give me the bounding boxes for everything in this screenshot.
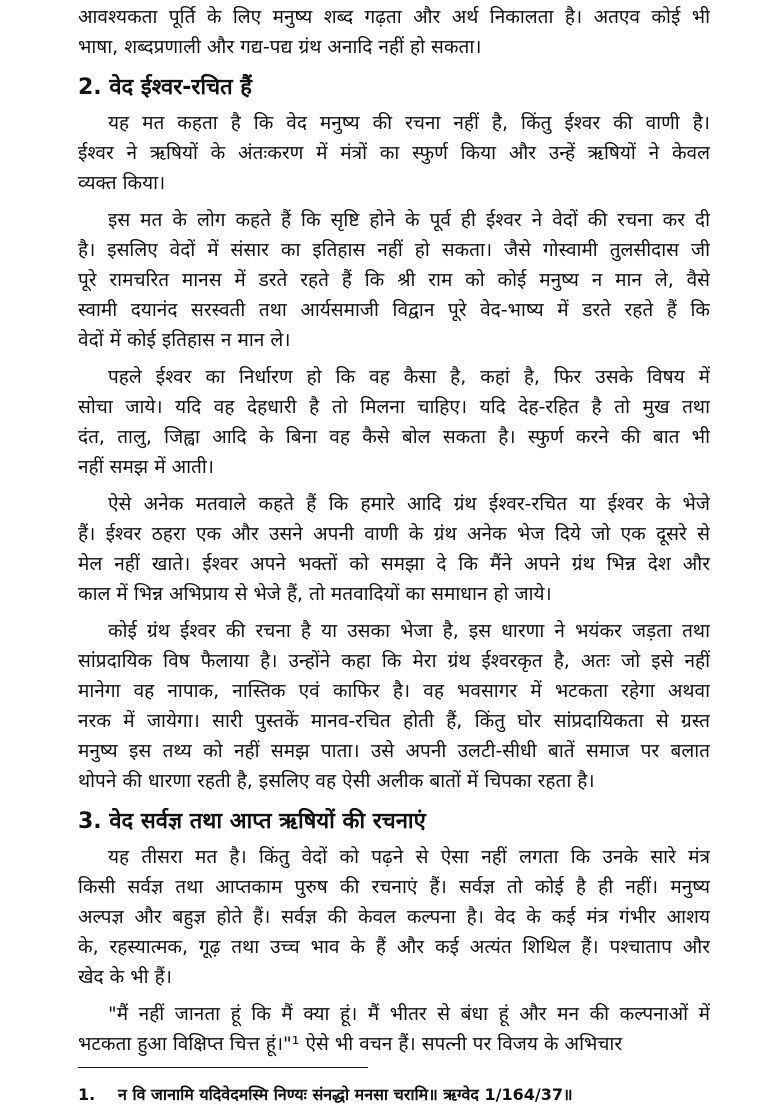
text-line: ईश्वर ने ऋषियों के अंतःकरण में मंत्रों का स्फुर्ण किया और उन्हें ऋषियों ने केवल [78, 142, 710, 164]
text-line: दंत, तालु, जिह्वा आदि के बिना वह कैसे बोल सकता है। स्फुर्ण करने की बात भी [78, 426, 710, 448]
text-line: काल में भिन्न अभिप्राय से भेजे हैं, तो मतवादियों का समाधान हो जाये। [78, 583, 552, 605]
text-line: यह मत कहता है कि वेद मनुष्य की रचना नहीं है, किंतु ईश्वर की वाणी है। [108, 112, 710, 134]
text-line: थोपने की धारणा रहती है, इसलिए वह ऐसी अलीक बातों में चिपका रहता है। [78, 770, 595, 792]
paragraph [78, 999, 710, 1059]
text-line: "मैं नहीं जानता हूं कि मैं क्या हूं। मैं भीतर से बंधा हूं और मन की कल्पनाओं में [108, 1003, 710, 1025]
text-line: व्यक्त किया। [78, 172, 166, 194]
paragraph [78, 362, 710, 482]
text-line: भटकता हुआ विक्षिप्त चित्त हूं।"¹ ऐसे भी वचन हैं। सपत्नी पर विजय के अभिचार [78, 1033, 623, 1055]
text-line: स्वामी दयानंद सरस्वती तथा आर्यसमाजी विद्वान पूरे वेद-भाष्य में डरते रहते हैं कि [78, 299, 710, 321]
text-line: अल्पज्ञ और बहुज्ञ होते हैं। सर्वज्ञ की केवल कल्पना है। वेद के कई मंत्र गंभीर आशय [78, 906, 710, 928]
page-body [78, 2, 710, 1066]
text-line: हैं। ईश्वर ठहरा एक और उसने अपनी वाणी के ग्रंथ अनेक भेज दिये जो एक दूसरे से [78, 523, 710, 545]
text-line: सोचा जाये। यदि वह देहधारी है तो मिलना चाहिए। यदि देह-रहित है तो मुख तथा [78, 396, 710, 418]
paragraph [78, 108, 710, 198]
text-line: यह तीसरा मत है। किंतु वेदों को पढ़ने से ऐसा नहीं लगता कि उनके सारे मंत्र [108, 846, 710, 868]
text-line: पहले ईश्वर का निर्धारण हो कि वह कैसा है, कहां है, फिर उसके विषय में [108, 366, 710, 388]
text-line: मेल नहीं खाते। ईश्वर अपने भक्तों को समझा दे कि मैंने अपने ग्रंथ भिन्न देश और [78, 553, 710, 575]
text-line: भाषा, शब्दप्रणाली और गद्य-पद्य ग्रंथ अनादि नहीं हो सकता। [78, 36, 482, 58]
footnote-text: न वि जानामि यदिवेदमस्मि निण्यः संनद्धो मनसा चरामि॥ ऋग्वेद 1/164/37॥ [118, 1085, 573, 1104]
footnote [78, 1083, 573, 1105]
paragraph [78, 489, 710, 609]
paragraph [78, 205, 710, 355]
text-line: नहीं समझ में आती। [78, 456, 214, 478]
text-line: खेद के भी हैं। [78, 966, 172, 988]
text-line: पूरे रामचरित मानस में डरते रहते हैं कि श्री राम को कोई मनुष्य न मान ले, वैसे [78, 269, 710, 291]
text-line: इस मत के लोग कहते हैं कि सृष्टि होने के पूर्व ही ईश्वर ने वेदों की रचना कर दी [108, 209, 710, 231]
paragraph [78, 616, 710, 796]
text-line: के, रहस्यात्मक, गूढ़ तथा उच्च भाव के हैं और कई अत्यंत शिथिल हैं। पश्चाताप और [78, 936, 710, 958]
text-line: आवश्यकता पूर्ति के लिए मनुष्य शब्द गढ़ता और अर्थ निकालता है। अतएव कोई भी [78, 6, 710, 28]
section-heading: 2. वेद ईश्वर-रचित हैं [78, 75, 252, 100]
text-line: वेदों में कोई इतिहास न मान ले। [78, 329, 291, 351]
text-line: मानेगा वह नापाक, नास्तिक एवं काफिर है। वह भवसागर में भटकता रहेगा अथवा [78, 680, 710, 702]
text-line: है। इसलिए वेदों में संसार का इतिहास नहीं हो सकता। जैसे गोस्वामी तुलसीदास जी [78, 239, 710, 261]
footnote-divider [78, 1067, 368, 1068]
text-line: सांप्रदायिक विष फैलाया है। उन्होंने कहा कि मेरा ग्रंथ ईश्वरकृत है, अतः जो इसे नहीं [78, 650, 710, 672]
paragraph [78, 2, 710, 62]
text-line: ऐसे अनेक मतवाले कहते हैं कि हमारे आदि ग्रंथ ईश्वर-रचित या ईश्वर के भेजे [108, 493, 710, 515]
section-heading: 3. वेद सर्वज्ञ तथा आप्त ऋषियों की रचनाएं [78, 809, 426, 834]
text-line: कोई ग्रंथ ईश्वर की रचना है या उसका भेजा है, इस धारणा ने भयंकर जड़ता तथा [108, 620, 710, 642]
footnote-number: 1. [78, 1085, 96, 1104]
text-line: किसी सर्वज्ञ तथा आप्तकाम पुरुष की रचनाएं हैं। सर्वज्ञ तो कोई है ही नहीं। मनुष्य [78, 876, 710, 898]
text-line: नरक में जायेगा। सारी पुस्तकें मानव-रचित होती हैं, किंतु घोर सांप्रदायिकता से ग्रस्त [78, 710, 710, 732]
text-line: मनुष्य इस तथ्य को नहीं समझ पाता। उसे अपनी उलटी-सीधी बातें समाज पर बलात [78, 740, 710, 762]
paragraph [78, 842, 710, 992]
